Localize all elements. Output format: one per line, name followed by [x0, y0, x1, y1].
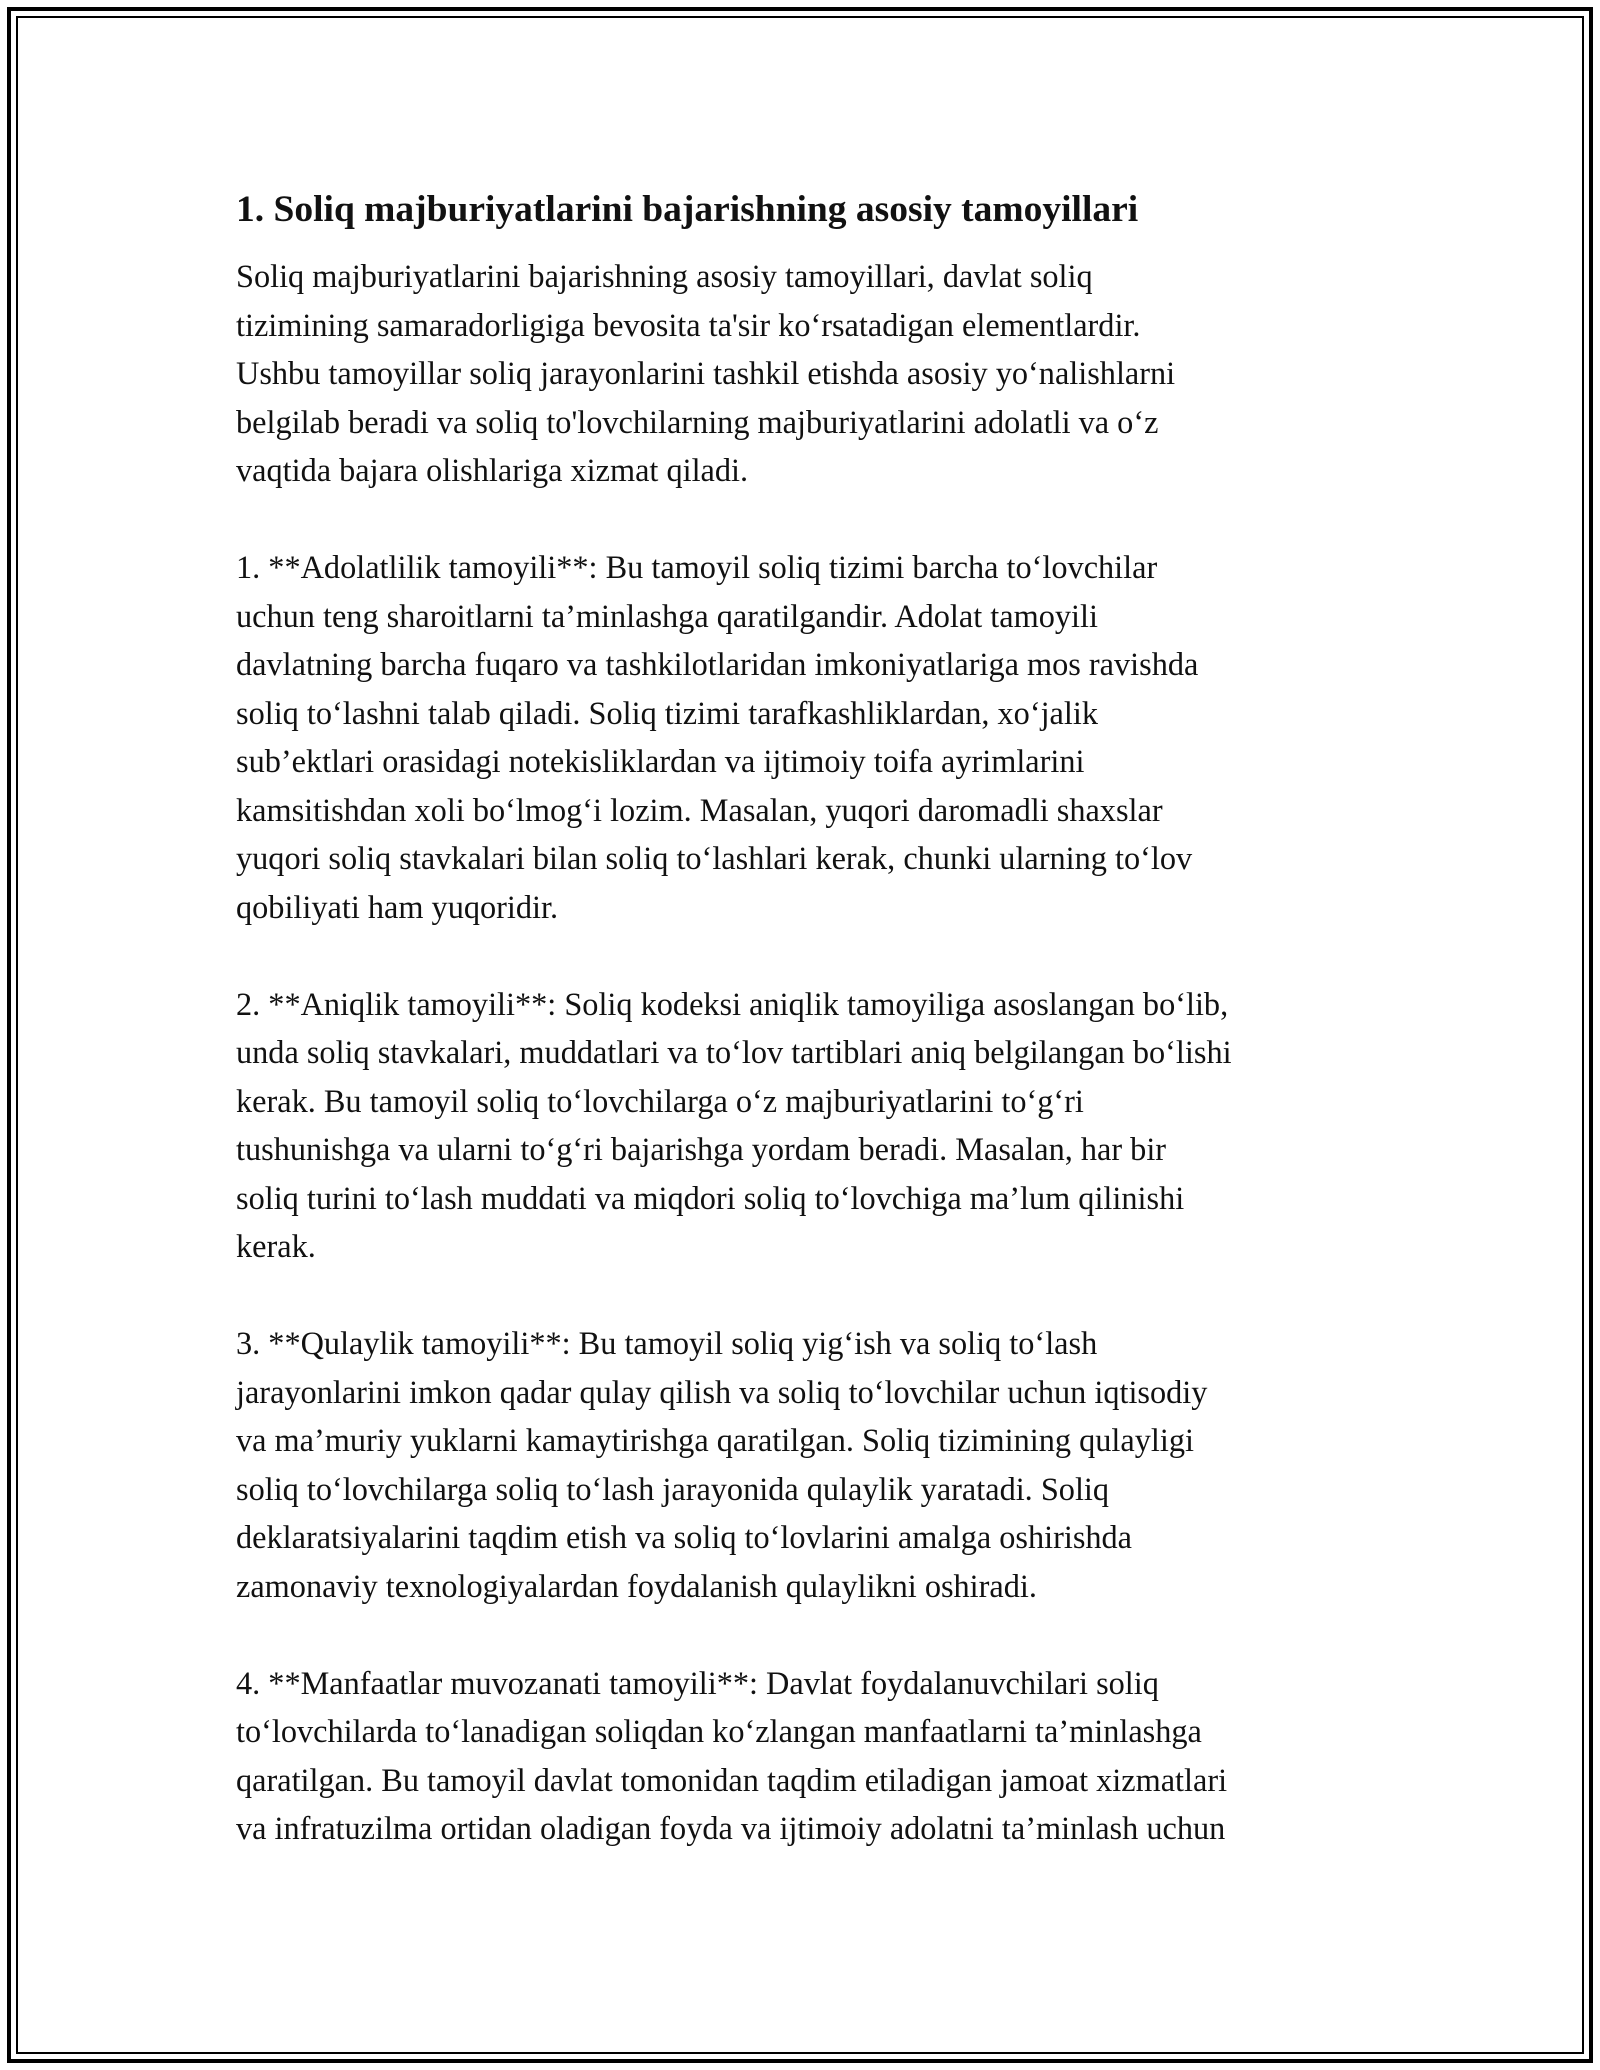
principle-1-paragraph — [236, 543, 1376, 931]
text-line: vaqtida bajara olishlariga xizmat qiladi. — [236, 452, 749, 488]
text-line: va ma’muriy yuklarni kamaytirishga qaratilgan. Soliq tizimining qulayligi — [236, 1422, 1194, 1458]
text-line: 2. **Aniqlik tamoyili**: Soliq kodeksi aniqlik tamoyiliga asoslangan bo‘lib, — [236, 985, 1229, 1022]
text-line: tushunishga va ularni to‘g‘ri bajarishga yordam beradi. Masalan, har bir — [236, 1131, 1167, 1167]
text-line: soliq turini to‘lash muddati va miqdori soliq to‘lovchiga ma’lum qilinishi — [236, 1179, 1185, 1216]
text-line: Ushbu tamoyillar soliq jarayonlarini tashkil etishda asosiy yo‘nalishlarni — [236, 355, 1176, 391]
text-line: tizimining samaradorligiga bevosita ta'sir ko‘rsatadigan elementlardir. — [236, 306, 1141, 343]
text-line: uchun teng sharoitlarni ta’minlashga qaratilgandir. Adolat tamoyili — [236, 597, 1098, 634]
principle-3-paragraph — [236, 1319, 1376, 1610]
text-line: kerak. Bu tamoyil soliq to‘lovchilarga o‘z majburiyatlarini to‘g‘ri — [236, 1082, 1084, 1119]
text-line: zamonaviy texnologiyalardan foydalanish qulaylikni oshiradi. — [236, 1567, 1037, 1604]
text-line: qaratilgan. Bu tamoyil davlat tomonidan taqdim etiladigan jamoat xizmatlari — [236, 1761, 1228, 1798]
text-line: to‘lovchilarda to‘lanadigan soliqdan ko‘zlangan manfaatlarni ta’minlashga — [236, 1713, 1202, 1749]
text-line: 1. **Adolatlilik tamoyili**: Bu tamoyil soliq tizimi barcha to‘lovchilar — [236, 549, 1158, 585]
text-line: sub’ektlari orasidagi notekisliklardan va ijtimoiy toifa ayrimlarini — [236, 743, 1085, 779]
text-line: belgilab beradi va soliq to'lovchilarning majburiyatlarini adolatli va o‘z — [236, 403, 1159, 440]
text-line: 4. **Manfaatlar muvozanati tamoyili**: Davlat foydalanuvchilari soliq — [236, 1664, 1159, 1701]
text-line: va infratuzilma ortidan oladigan foyda va ijtimoiy adolatni ta’minlash uchun — [236, 1810, 1226, 1846]
text-line: yuqori soliq stavkalari bilan soliq to‘lashlari kerak, chunki ularning to‘lov — [236, 840, 1193, 876]
text-line: deklaratsiyalarini taqdim etish va soliq to‘lovlarini amalga oshirishda — [236, 1519, 1133, 1555]
text-line: unda soliq stavkalari, muddatlari va to‘lov tartiblari aniq belgilangan bo‘lishi — [236, 1034, 1232, 1070]
document-title: 1. Soliq majburiyatlarini bajarishning asosiy tamoyillari — [236, 189, 1139, 230]
text-line: Soliq majburiyatlarini bajarishning asosiy tamoyillari, davlat soliq — [236, 258, 1093, 294]
text-line: davlatning barcha fuqaro va tashkilotlaridan imkoniyatlariga mos ravishda — [236, 646, 1199, 682]
text-line: kerak. — [236, 1228, 316, 1264]
intro-paragraph — [236, 252, 1376, 495]
text-line: kamsitishdan xoli bo‘lmog‘i lozim. Masalan, yuqori daromadli shaxslar — [236, 791, 1163, 828]
principle-4-paragraph — [236, 1659, 1376, 1853]
text-line: soliq to‘lovchilarga soliq to‘lash jarayonida qulaylik yaratadi. Soliq — [236, 1470, 1110, 1507]
document-body — [236, 186, 1376, 1901]
text-line: jarayonlarini imkon qadar qulay qilish va soliq to‘lovchilar uchun iqtisodiy — [236, 1373, 1208, 1410]
text-line: qobiliyati ham yuqoridir. — [236, 888, 559, 925]
principle-2-paragraph — [236, 980, 1376, 1271]
text-line: soliq to‘lashni talab qiladi. Soliq tizimi tarafkashliklardan, xo‘jalik — [236, 694, 1098, 731]
text-line: 3. **Qulaylik tamoyili**: Bu tamoyil soliq yig‘ish va soliq to‘lash — [236, 1325, 1098, 1361]
